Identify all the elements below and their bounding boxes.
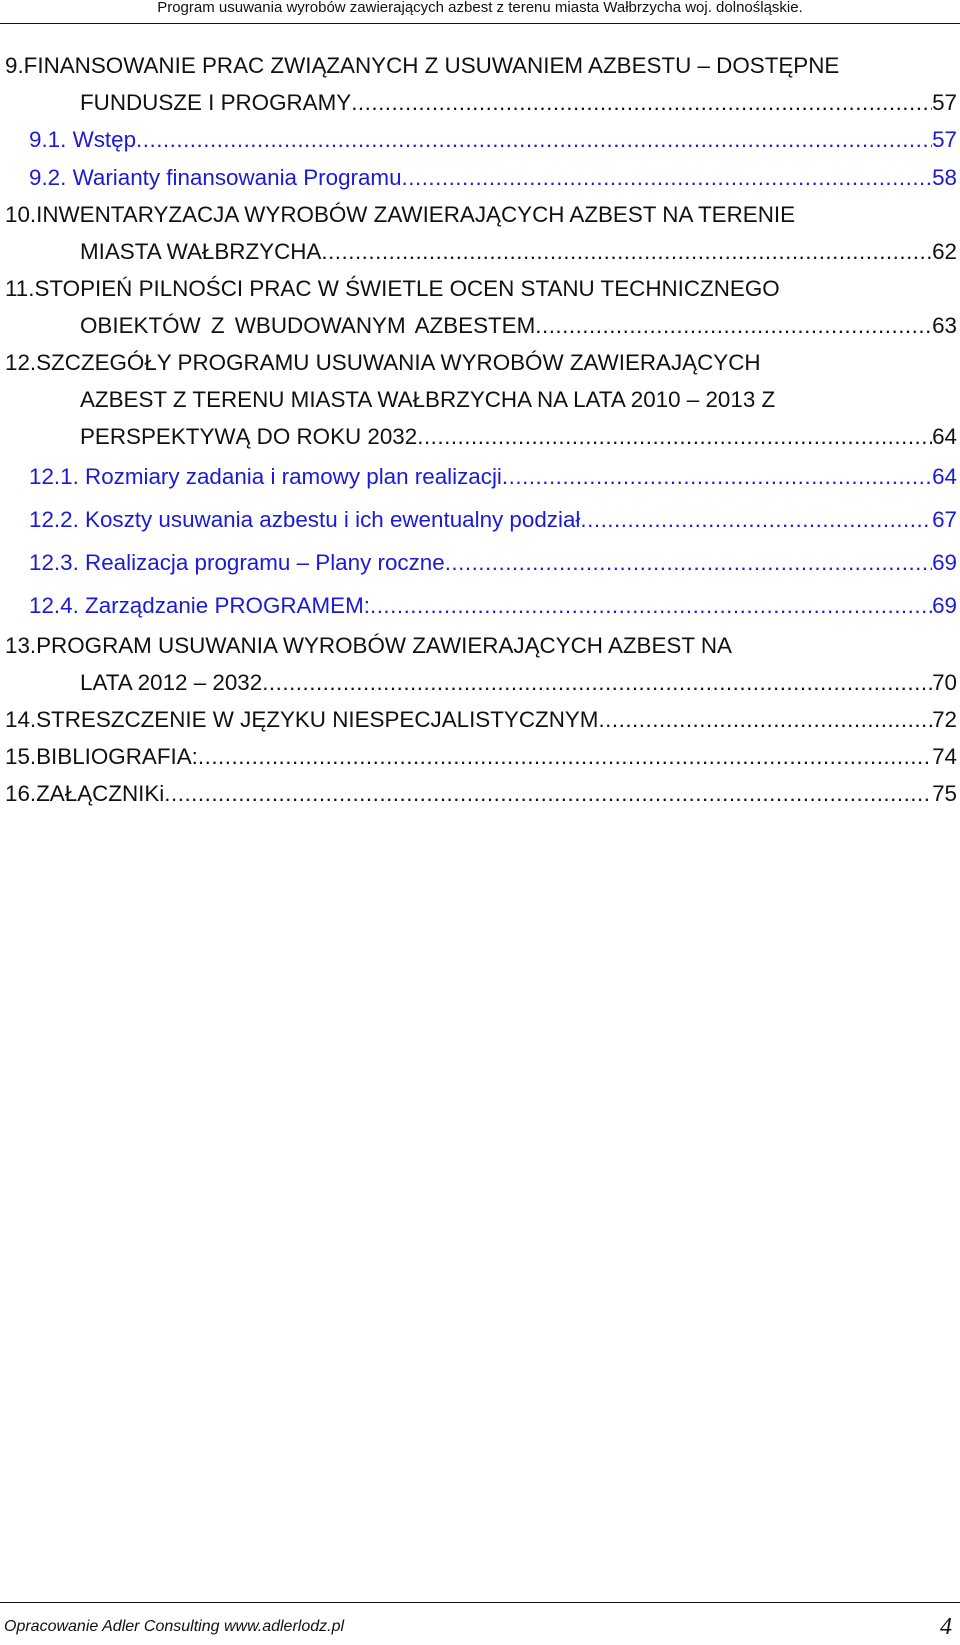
toc-page-number: 70 [932,670,957,695]
toc-entry-title: 12.1. Rozmiary zadania i ramowy plan realizacji [29,464,502,489]
toc-link-12-3[interactable] [0,541,957,584]
dot-leader [445,541,932,584]
toc-entry-title: 15.BIBLIOGRAFIA: [5,744,198,769]
document-title: Program usuwania wyrobów zawierających azbest z terenu miasta Wałbrzycha woj. dolnośląskie. [157,0,803,16]
dot-leader [580,498,932,541]
toc-entry-title: 14.STRESZCZENIE W JĘZYKU NIESPECJALISTYCZNYM [5,707,599,732]
toc-page-number: 74 [932,744,957,769]
dot-leader [164,775,932,812]
toc-link-12-2[interactable] [0,498,957,541]
toc-page-number: 64 [932,424,957,449]
table-of-contents [0,47,957,812]
toc-link-12-1[interactable] [0,455,957,498]
toc-entry-9[interactable] [0,47,957,121]
dot-leader [402,159,933,197]
toc-entry-title: 9.1. Wstęp [29,127,137,152]
toc-entry-title-line: 11.STOPIEŃ PILNOŚCI PRAC W ŚWIETLE OCEN STANU TECHNICZNEGO [5,276,780,301]
page-number: 4 [940,1614,952,1640]
toc-entry-title-line: MIASTA WAŁBRZYCHA [80,239,322,264]
toc-entry-10[interactable] [0,196,957,270]
toc-entry-title-line: PERSPEKTYWĄ DO ROKU 2032 [80,424,418,449]
dot-leader [351,84,932,121]
toc-page-number: 75 [932,781,957,806]
toc-page-number: 67 [932,507,957,532]
toc-entry-title-line: 12.SZCZEGÓŁY PROGRAMU USUWANIA WYROBÓW ZAWIERAJĄCYCH [5,350,761,375]
toc-entry-title-line: AZBEST Z TERENU MIASTA WAŁBRZYCHA NA LATA 2010 – 2013 Z [80,387,776,412]
toc-entry-14[interactable] [0,701,957,738]
toc-entry-12[interactable] [0,344,957,455]
toc-entry-title-line: LATA 2012 – 2032 [80,670,263,695]
toc-page-number: 62 [932,239,957,264]
toc-entry-title: 9.2. Warianty finansowania Programu [29,164,402,190]
toc-page-number: 63 [932,313,957,338]
toc-entry-title: 12.4. Zarządzanie PROGRAMEM: [29,593,370,618]
header-divider [0,23,960,24]
toc-entry-title-line: 13.PROGRAM USUWANIA WYROBÓW ZAWIERAJĄCYCH AZBEST NA [5,633,732,658]
toc-entry-title: 12.2. Koszty usuwania azbestu i ich ewentualny podział [29,507,581,532]
dot-leader [502,455,932,498]
dot-leader [370,584,932,627]
toc-entry-title-line: 10.INWENTARYZACJA WYROBÓW ZAWIERAJĄCYCH AZBEST NA TERENIE [5,202,796,227]
toc-entry-15[interactable] [0,738,957,775]
dot-leader [198,738,932,775]
toc-entry-11[interactable] [0,270,957,344]
toc-page-number: 57 [932,127,957,152]
toc-page-number: 58 [932,164,957,190]
dot-leader [136,121,932,159]
toc-page-number: 64 [932,464,957,489]
toc-entry-16[interactable] [0,775,957,812]
page-header [0,0,960,24]
toc-entry-title: 12.3. Realizacja programu – Plany roczne [29,550,445,575]
dot-leader [321,233,932,270]
toc-entry-title: 16.ZAŁĄCZNIKi [5,781,165,806]
toc-entry-13[interactable] [0,627,957,701]
toc-link-9-2[interactable] [0,159,957,197]
dot-leader [262,664,932,701]
dot-leader [535,307,932,344]
toc-entry-title-line: OBIEKTÓW Z WBUDOWANYM AZBESTEM [80,313,536,338]
footer-divider [0,1602,960,1603]
dot-leader [598,701,932,738]
toc-page-number: 72 [932,707,957,732]
footer-credit: Opracowanie Adler Consulting www.adlerlodz.pl [4,1618,345,1635]
toc-link-9-1[interactable] [0,121,957,159]
page-footer [0,1598,960,1645]
toc-entry-title-line: FUNDUSZE I PROGRAMY [80,90,352,115]
toc-link-12-4[interactable] [0,584,957,627]
dot-leader [417,418,932,455]
toc-page-number: 57 [932,90,957,115]
toc-entry-title-line: 9.FINANSOWANIE PRAC ZWIĄZANYCH Z USUWANIEM AZBESTU – DOSTĘPNE [5,53,840,78]
toc-page-number: 69 [932,550,957,575]
toc-page-number: 69 [932,593,957,618]
